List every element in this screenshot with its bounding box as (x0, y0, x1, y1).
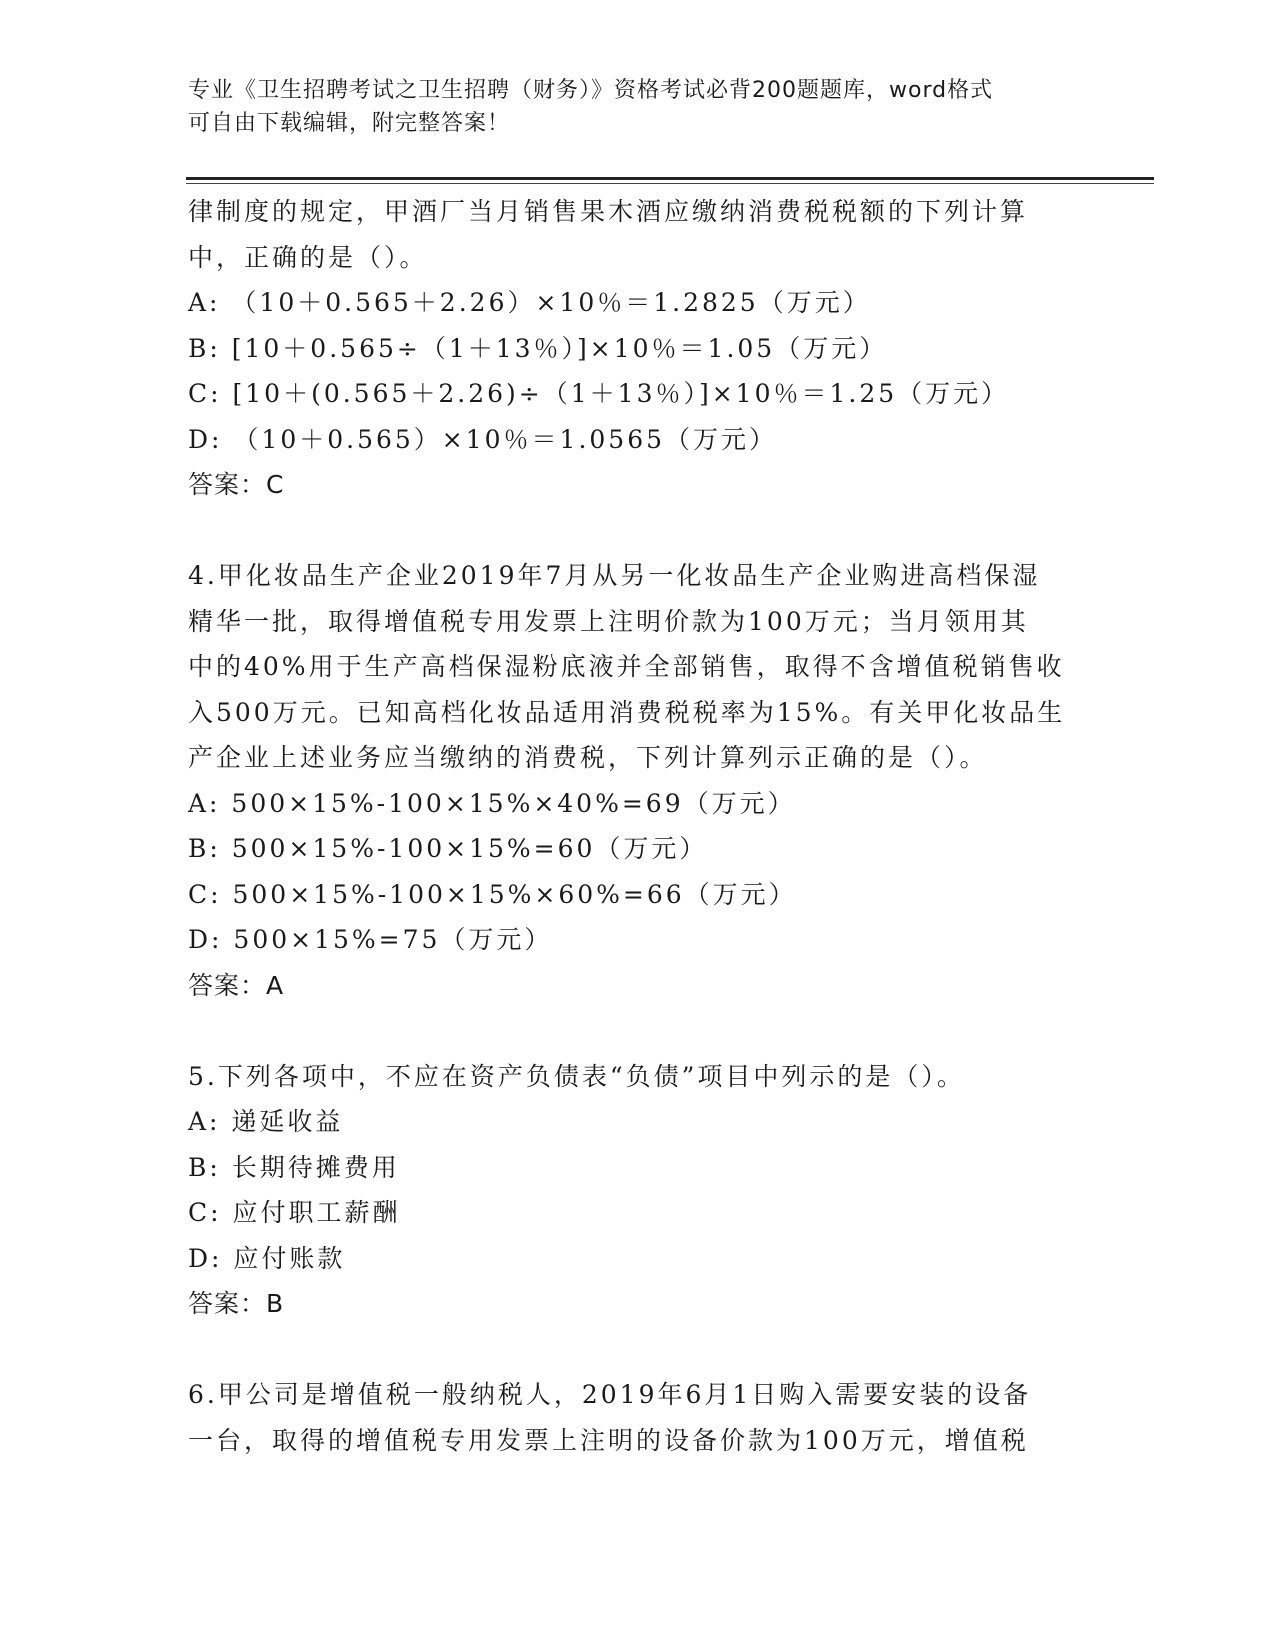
question-stem-line: 精华一批，取得增值税专用发票上注明价款为100万元；当月领用其 (188, 606, 1029, 636)
spacer (188, 508, 1088, 554)
option-d: D: 500×15%=75（万元） (188, 925, 553, 954)
header-title-line-1: 专业《卫生招聘考试之卫生招聘（财务）》资格考试必背200题题库，word格式 (188, 78, 994, 103)
option-a: A: （10＋0.565＋2.26）×10％＝1.2825（万元） (188, 288, 871, 317)
question-stem-line: 4.甲化妆品生产企业2019年7月从另一化妆品生产企业购进高档保湿 (188, 561, 1041, 590)
answer-line: 答案：A (188, 970, 285, 1000)
question-content (188, 189, 1088, 1463)
option-a: A: 递延收益 (188, 1107, 344, 1136)
question-5 (188, 1054, 1088, 1327)
spacer (188, 1327, 1088, 1373)
header-title-line-2: 可自由下载编辑，附完整答案！ (188, 111, 511, 136)
question-stem-line: 律制度的规定，甲酒厂当月销售果木酒应缴纳消费税税额的下列计算 (188, 197, 1029, 226)
spacer (188, 1008, 1088, 1054)
answer-line: 答案：C (188, 470, 285, 499)
question-stem-line: 5.下列各项中，不应在资产负债表“负债”项目中列示的是（）。 (188, 1061, 965, 1091)
option-c: C: 应付职工薪酬 (188, 1198, 401, 1227)
option-d: D: 应付账款 (188, 1243, 346, 1273)
question-6 (188, 1372, 1088, 1463)
option-b: B: 500×15%-100×15%=60（万元） (188, 834, 708, 863)
question-stem-line: 中的40%用于生产高档保湿粉底液并全部销售，取得不含增值税销售收 (188, 652, 1065, 681)
question-stem-line: 中，正确的是（）。 (188, 242, 428, 272)
header-rule-thin (186, 183, 1154, 184)
question-4 (188, 553, 1088, 1008)
option-c: C: 500×15%-100×15%×60%=66（万元） (188, 879, 797, 909)
option-a: A: 500×15%-100×15%×40%=69（万元） (188, 788, 796, 818)
page-header (188, 74, 1068, 140)
header-rule-thick (186, 177, 1154, 180)
question-stem-line: 一台，取得的增值税专用发票上注明的设备价款为100万元，增值税 (188, 1425, 1029, 1455)
option-b: B: [10＋0.565÷（1＋13％）]×10％＝1.05（万元） (188, 333, 888, 363)
question-3 (188, 189, 1088, 508)
answer-line: 答案：B (188, 1289, 285, 1318)
question-stem-line: 6.甲公司是增值税一般纳税人，2019年6月1日购入需要安装的设备 (188, 1380, 1032, 1409)
option-c: C: [10＋(0.565＋2.26)÷（1＋13％）]×10％＝1.25（万元） (188, 379, 1010, 408)
option-d: D: （10＋0.565）×10％＝1.0565（万元） (188, 424, 778, 454)
question-stem-line: 入500万元。已知高档化妆品适用消费税税率为15%。有关甲化妆品生 (188, 697, 1066, 727)
question-stem-line: 产企业上述业务应当缴纳的消费税，下列计算列示正确的是（）。 (188, 743, 988, 772)
option-b: B: 长期待摊费用 (188, 1152, 400, 1182)
